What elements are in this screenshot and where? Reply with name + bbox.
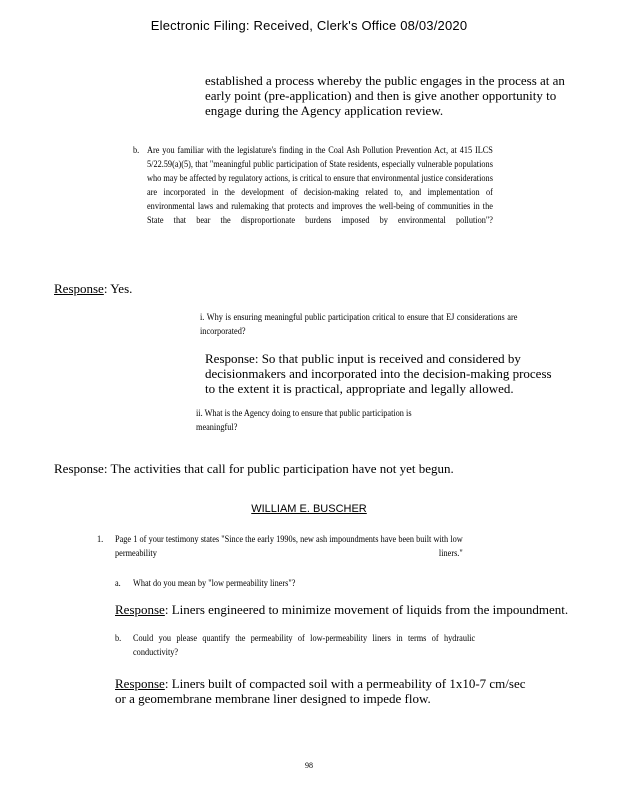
- section-title: WILLIAM E. BUSCHER: [251, 503, 367, 515]
- response-b: [54, 281, 132, 296]
- question-b-text: Are you familiar with the legislature's finding in the Coal Ash Pollution Prevention Act, at 415 ILCS 5/22.59(a)(5), that "meaningful public participation of State residents, especially vulnerable populations who may be affected by regulatory actions, is critical to ensure that environmental justice considerations are incorporated in the development of decision-making related to, and implementation of environmental laws and rulemaking that protects and improves the well-being of communities in the State that bear the disproportionate burdens imposed by environmental pollution"?: [147, 145, 493, 225]
- question-b-label: b.: [133, 145, 140, 155]
- response-label: Response: [115, 602, 165, 617]
- q1a-text: What do you mean by "low permeability liners"?: [133, 578, 296, 588]
- question-b-i: i. Why is ensuring meaningful public participation critical to ensure that EJ considerations are incorporated?: [200, 312, 518, 336]
- q1b-label: b.: [115, 633, 122, 643]
- q1-text: Page 1 of your testimony states "Since the early 1990s, new ash impoundments have been built with low permeability liners.": [115, 534, 463, 558]
- response-1a: [115, 602, 585, 617]
- q1b-text: Could you please quantify the permeability of low-permeability liners in terms of hydraulic conductivity?: [133, 633, 476, 657]
- response-text: : Liners engineered to minimize movement of liquids from the impoundment.: [164, 602, 569, 617]
- response-b-ii: Response: The activities that call for public participation have not yet begun.: [54, 461, 454, 476]
- response-label: Response: [115, 676, 165, 691]
- response-b-i: Response: So that public input is received and considered by decisionmakers and incorporated into the decision-making process to the extent it is practical, appropriate and legally allowed.: [205, 351, 552, 396]
- filing-header: Electronic Filing: Received, Clerk's Office 08/03/2020: [150, 18, 468, 33]
- q1a-label: a.: [115, 578, 121, 588]
- response-text: : Liners built of compacted soil with a permeability of 1x10-7 cm/sec or a geomembrane membrane liner designed to impede flow.: [115, 676, 526, 706]
- question-b-ii: ii. What is the Agency doing to ensure that public participation is meaningful?: [196, 408, 412, 432]
- q1-label: 1.: [97, 534, 104, 544]
- response-label: Response: [54, 281, 104, 296]
- page-number: 98: [305, 761, 313, 770]
- intro-paragraph: established a process whereby the public engages in the process at an early point (pre-application) and then is give another opportunity to engage during the Agency application review.: [205, 73, 565, 118]
- response-text: : Yes.: [103, 281, 133, 296]
- response-1b: [115, 676, 535, 706]
